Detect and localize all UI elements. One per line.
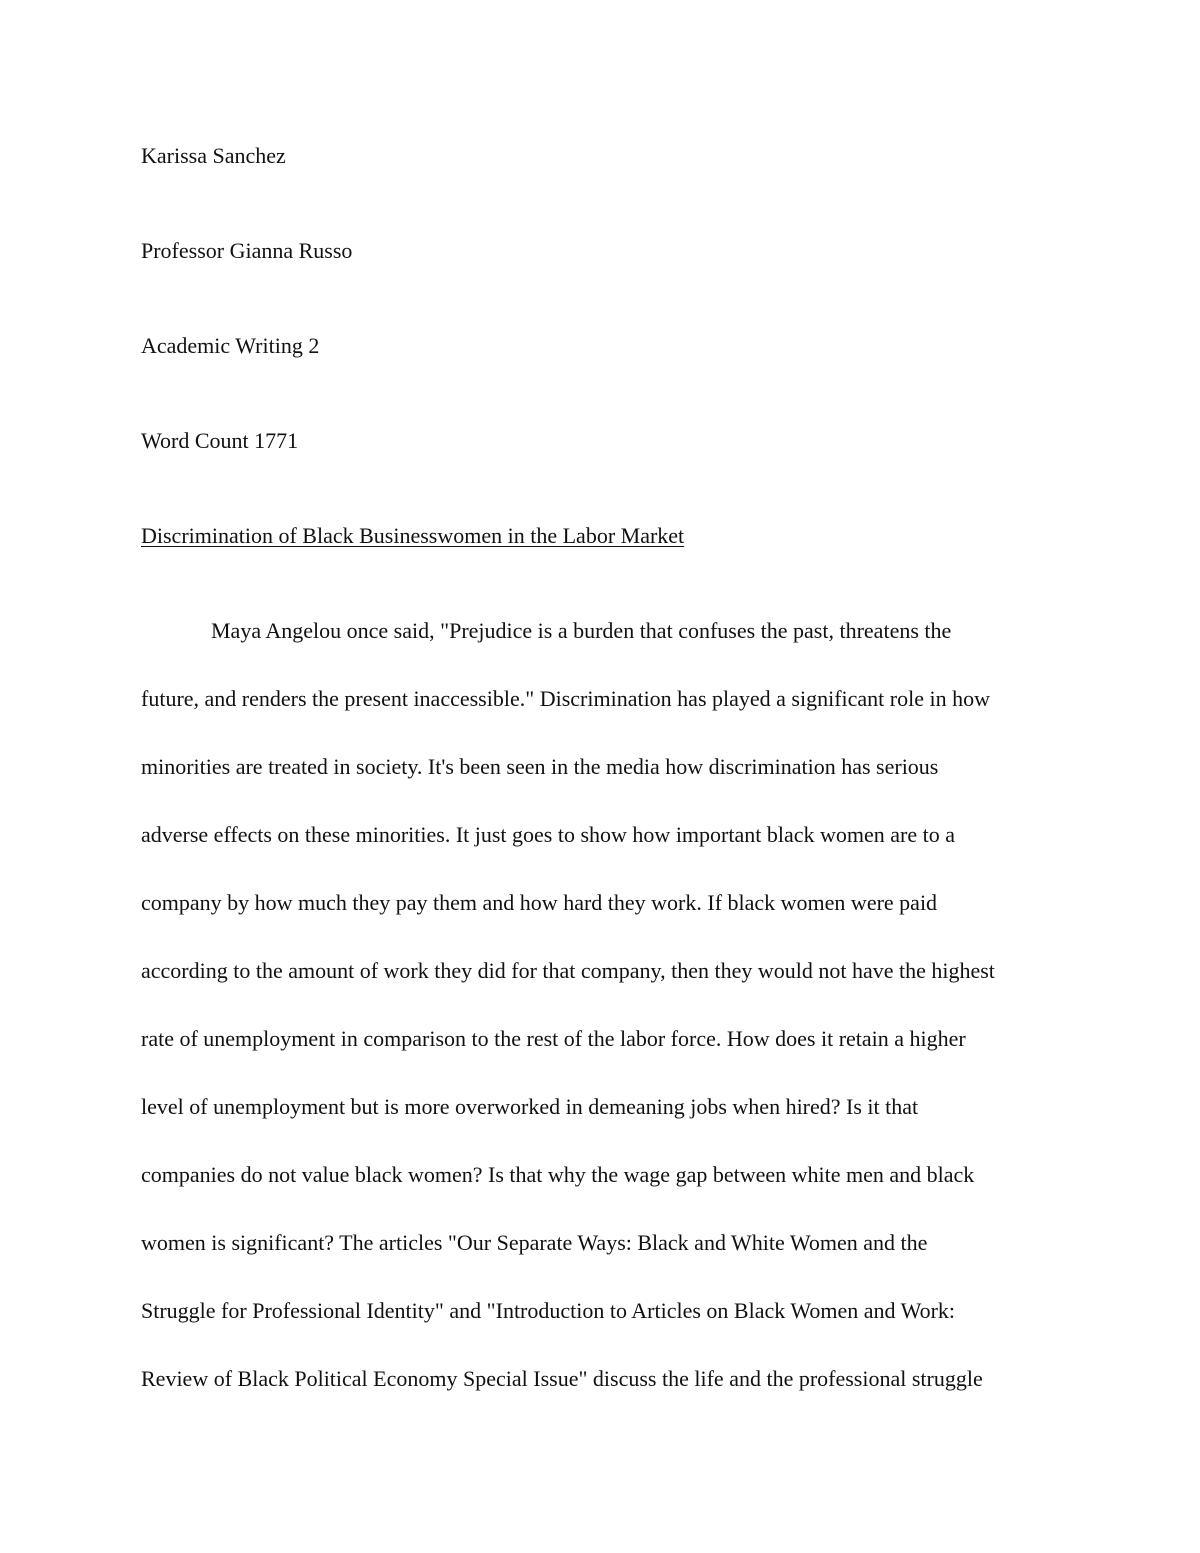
body-line: women is significant? The articles "Our Separate Ways: Black and White Women and the xyxy=(141,1230,928,1255)
body-line: future, and renders the present inaccessible." Discrimination has played a significant role in how xyxy=(141,686,990,711)
word-count: Word Count 1771 xyxy=(141,428,299,453)
student-name: Karissa Sanchez xyxy=(141,143,286,168)
body-line: Review of Black Political Economy Special Issue" discuss the life and the professional struggle xyxy=(141,1366,983,1391)
body-line: Struggle for Professional Identity" and "Introduction to Articles on Black Women and Work: xyxy=(141,1298,956,1323)
body-line: Maya Angelou once said, "Prejudice is a burden that confuses the past, threatens the xyxy=(211,618,952,643)
professor-name: Professor Gianna Russo xyxy=(141,238,353,263)
body-line: level of unemployment but is more overworked in demeaning jobs when hired? Is it that xyxy=(141,1094,919,1119)
body-line: minorities are treated in society. It's been seen in the media how discrimination has serious xyxy=(141,754,939,779)
course-name: Academic Writing 2 xyxy=(141,333,320,358)
essay-body xyxy=(141,597,1071,1413)
body-line: rate of unemployment in comparison to the rest of the labor force. How does it retain a higher xyxy=(141,1026,966,1051)
body-line: adverse effects on these minorities. It just goes to show how important black women are to a xyxy=(141,822,955,847)
essay-title: Discrimination of Black Businesswomen in the Labor Market xyxy=(141,523,685,548)
body-line: company by how much they pay them and how hard they work. If black women were paid xyxy=(141,890,938,915)
body-line: according to the amount of work they did for that company, then they would not have the highest xyxy=(141,958,995,983)
body-line: companies do not value black women? Is that why the wage gap between white men and black xyxy=(141,1162,975,1187)
